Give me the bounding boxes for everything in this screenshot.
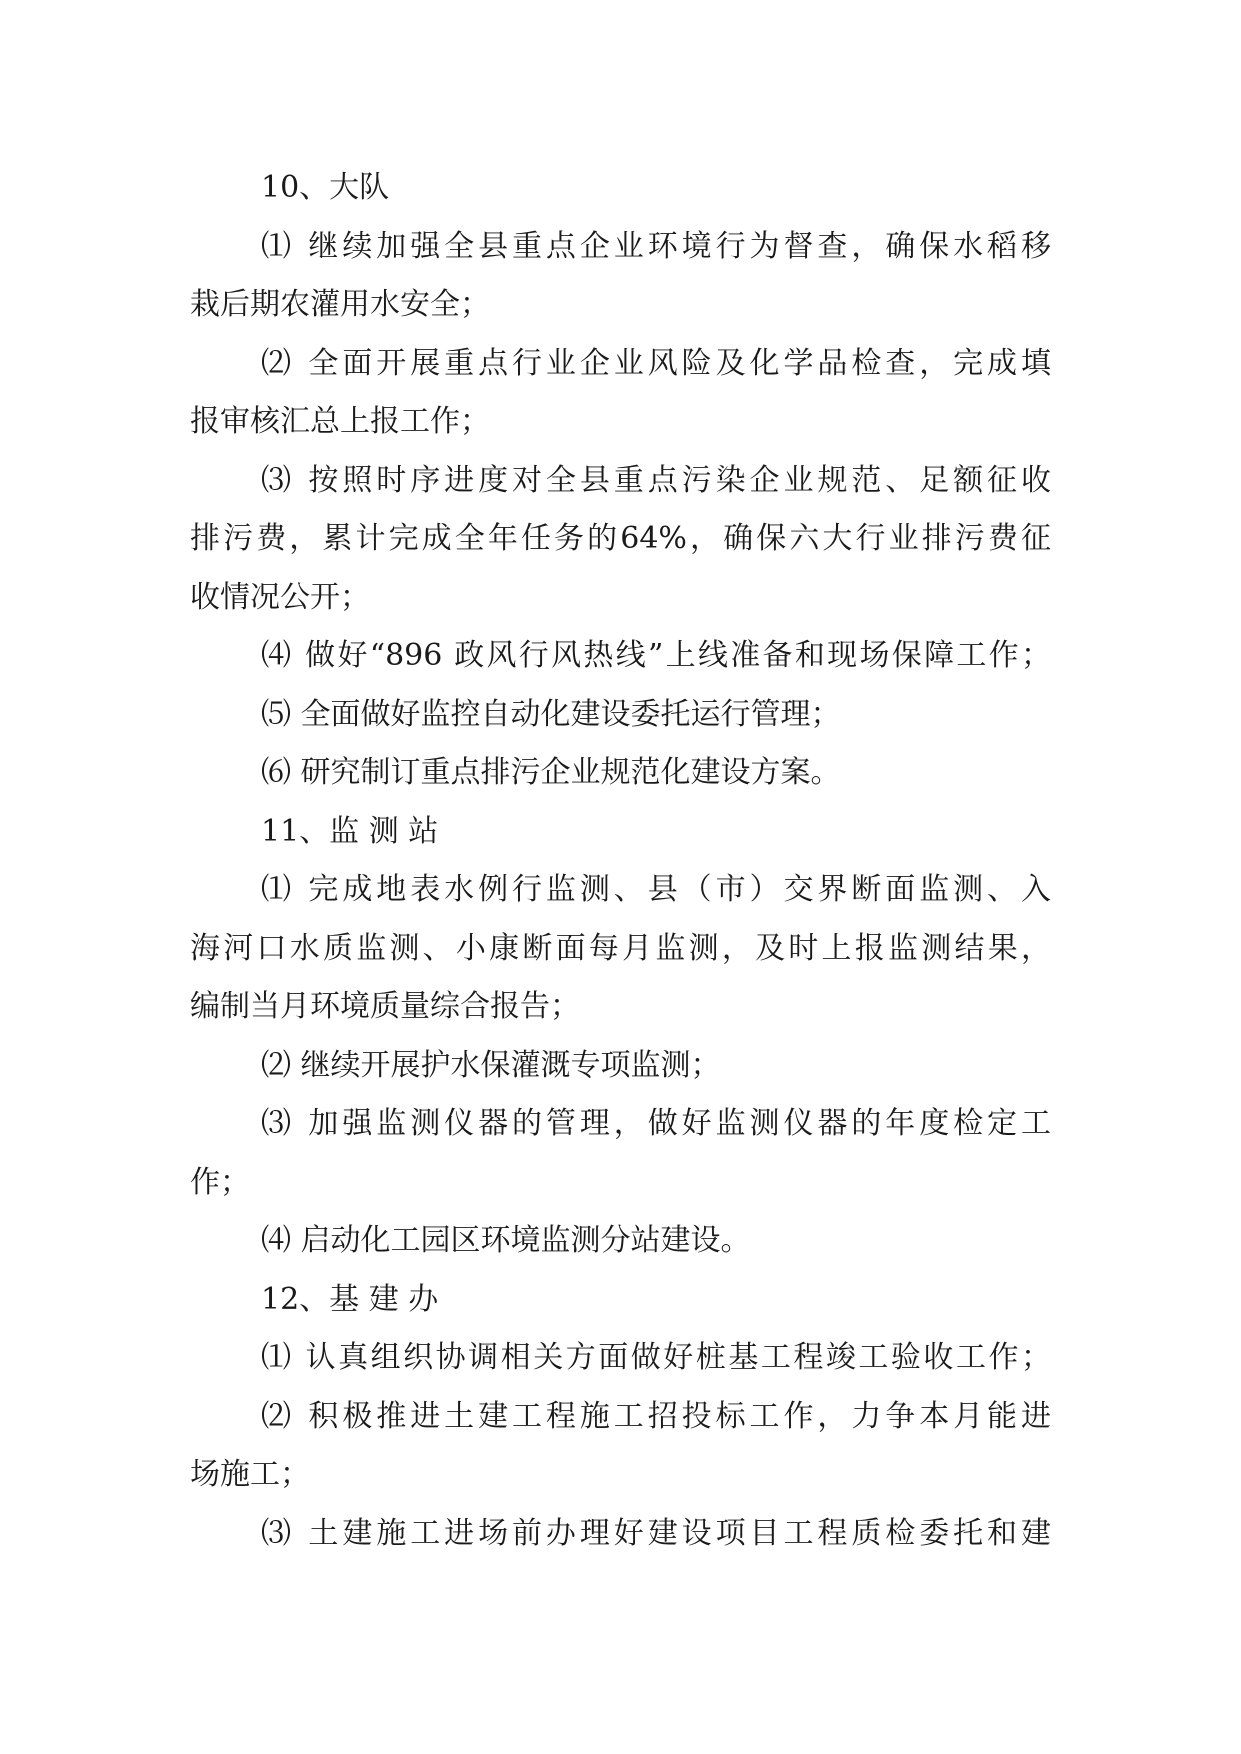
paragraph-line: 栽后期农灌用水安全； [190, 287, 490, 322]
paragraph-line: ⑵ 继续开展护水保灌溉专项监测； [261, 1047, 721, 1083]
paragraph-line: 海河口水质监测、小康断面每月监测，及时上报监测结果， [190, 930, 1051, 966]
paragraph-line: ⑷ 做好“896 政风行风热线”上线准备和现场保障工作； [261, 638, 1051, 673]
paragraph-line: ⑹ 研究制订重点排污企业规范化建设方案。 [261, 755, 841, 790]
paragraph-line: ⑴ 认真组织协调相关方面做好桩基工程竣工验收工作； [261, 1340, 1051, 1375]
paragraph-line: ⑶ 加强监测仪器的管理，做好监测仪器的年度检定工 [261, 1106, 1051, 1141]
paragraph-line: ⑵ 全面开展重点行业企业风险及化学品检查，完成填 [261, 345, 1051, 381]
paragraph-line: 编制当月环境质量综合报告； [190, 989, 580, 1024]
paragraph-line: 收情况公开； [190, 579, 370, 615]
document-body [190, 159, 1051, 1563]
paragraph-line: ⑸ 全面做好监控自动化建设委托运行管理； [261, 696, 841, 732]
paragraph-line: 排污费，累计完成全年任务的64%，确保六大行业排污费征 [190, 521, 1051, 556]
paragraph-line: ⑶ 土建施工进场前办理好建设项目工程质检委托和建 [261, 1515, 1051, 1551]
paragraph-line: ⑴ 完成地表水例行监测、县（市）交界断面监测、入 [261, 872, 1051, 907]
section-heading: 12、基 建 办 [261, 1281, 439, 1317]
section-heading: 10、大队 [261, 170, 390, 205]
paragraph-line: 作； [190, 1164, 250, 1200]
paragraph-line: ⑵ 积极推进土建工程施工招投标工作，力争本月能进 [261, 1398, 1051, 1434]
paragraph-line: 报审核汇总上报工作； [190, 404, 490, 439]
paragraph-line: 场施工； [190, 1457, 310, 1492]
paragraph-line: ⑶ 按照时序进度对全县重点污染企业规范、足额征收 [261, 462, 1051, 498]
section-heading: 11、监 测 站 [261, 813, 439, 849]
paragraph-line: ⑴ 继续加强全县重点企业环境行为督查，确保水稻移 [261, 228, 1051, 264]
paragraph-line: ⑷ 启动化工园区环境监测分站建设。 [261, 1223, 751, 1258]
